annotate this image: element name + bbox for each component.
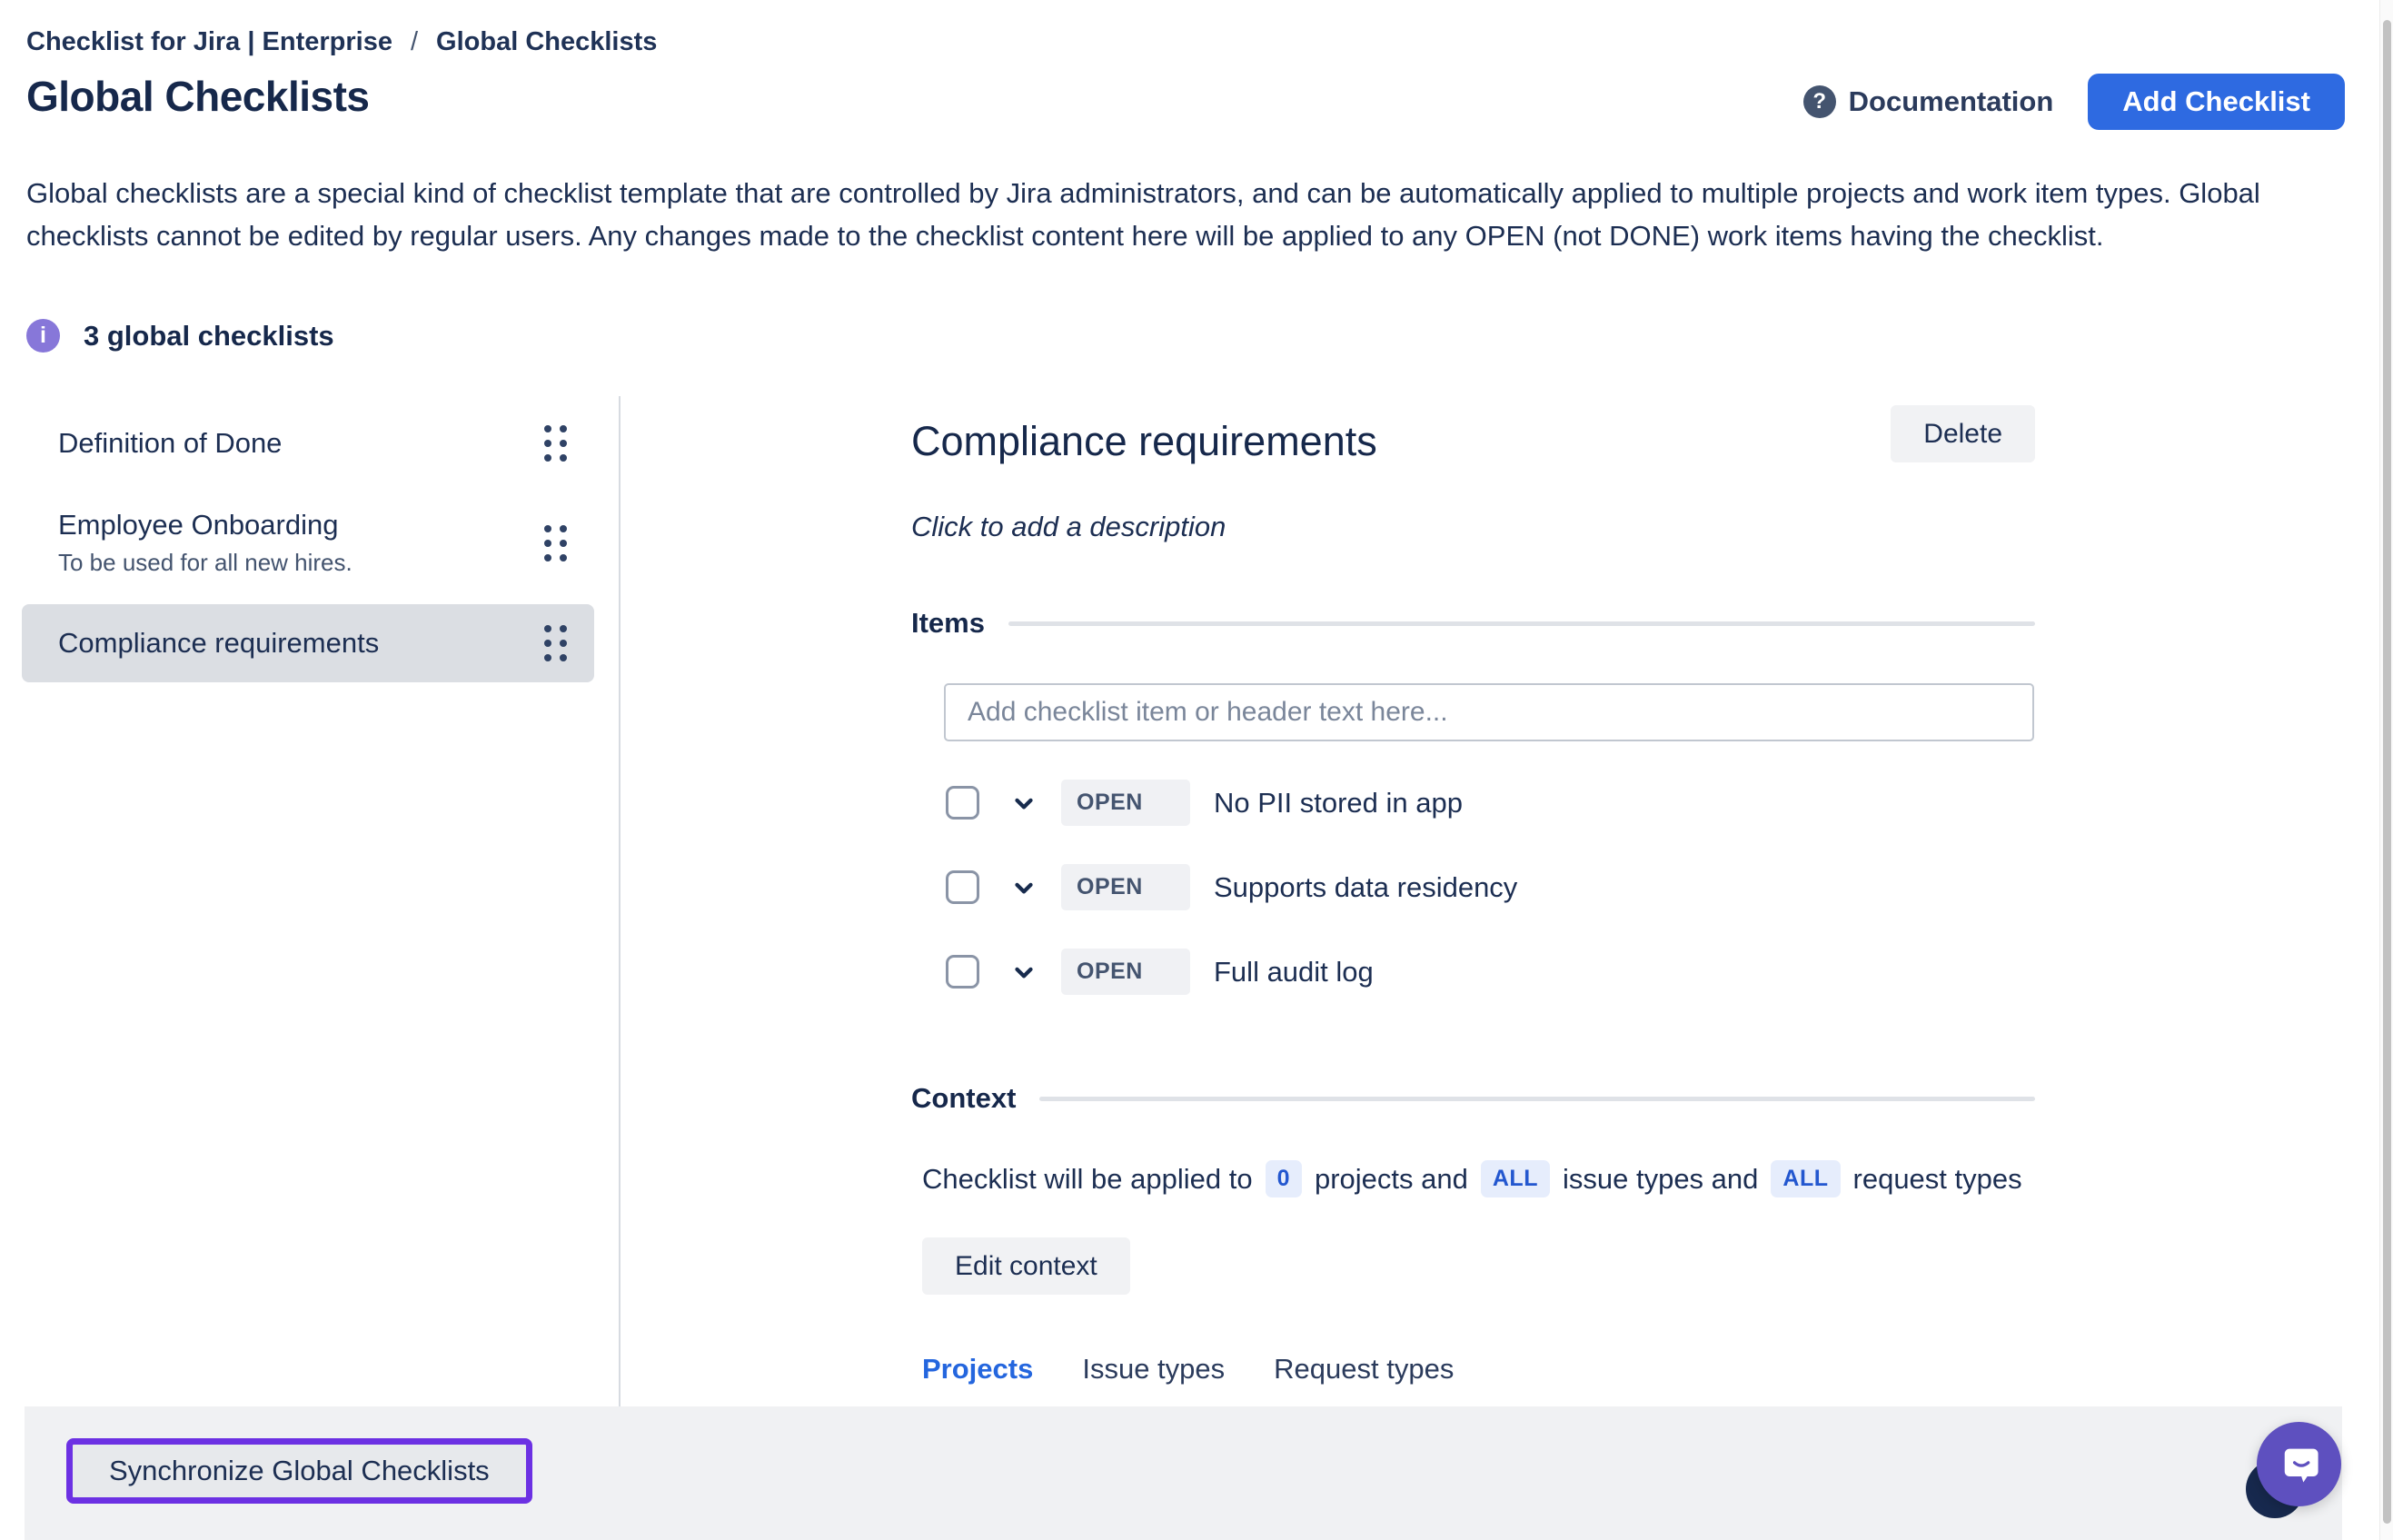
sidebar-item-definition-of-done[interactable] — [22, 405, 594, 482]
edit-context-button[interactable]: Edit context — [922, 1237, 1130, 1295]
status-badge[interactable]: OPEN — [1061, 780, 1190, 826]
checklist-sidebar — [0, 396, 621, 1540]
context-sentence-mid2: issue types and — [1562, 1162, 1759, 1195]
context-tabs — [922, 1353, 2035, 1386]
info-icon: i — [26, 319, 60, 353]
add-item-input[interactable] — [944, 683, 2034, 741]
sidebar-item-title: Definition of Done — [58, 427, 283, 459]
context-sentence-mid1: projects and — [1314, 1162, 1468, 1195]
chevron-down-icon[interactable] — [1010, 959, 1038, 986]
item-checkbox[interactable] — [946, 786, 979, 820]
page-scrollbar[interactable] — [2379, 0, 2393, 1540]
page-header — [0, 0, 2393, 130]
context-heading-divider — [1039, 1097, 2035, 1101]
status-badge[interactable]: OPEN — [1061, 864, 1190, 910]
context-section-heading — [911, 1082, 2035, 1115]
chevron-down-icon[interactable] — [1010, 874, 1038, 901]
scrollbar-thumb[interactable] — [2383, 20, 2391, 1524]
checklist-item-text[interactable]: Supports data residency — [1214, 870, 1518, 903]
tab-projects[interactable]: Projects — [922, 1353, 1034, 1385]
breadcrumb — [26, 27, 2345, 57]
chat-widget — [2257, 1422, 2341, 1506]
chat-launcher-button[interactable] — [2257, 1422, 2341, 1506]
sidebar-item-title: Compliance requirements — [58, 627, 380, 659]
checklist-title[interactable]: Compliance requirements — [911, 418, 1377, 464]
status-badge[interactable]: OPEN — [1061, 949, 1190, 995]
description-placeholder[interactable]: Click to add a description — [911, 511, 1226, 542]
context-heading-label: Context — [911, 1082, 1017, 1114]
footer-bar — [25, 1406, 2342, 1540]
checklist-item-row — [946, 949, 2035, 995]
checklist-item-text[interactable]: Full audit log — [1214, 955, 1374, 988]
items-heading-divider — [1008, 621, 2035, 626]
checklist-item-row — [946, 864, 2035, 910]
drag-handle-icon[interactable] — [544, 625, 567, 661]
checklist-item-row — [946, 780, 2035, 826]
breadcrumb-page-link[interactable]: Global Checklists — [436, 27, 658, 56]
projects-count-badge: 0 — [1266, 1160, 1302, 1197]
tab-request-types[interactable]: Request types — [1274, 1353, 1455, 1385]
title-row — [26, 72, 2345, 130]
items-heading-label: Items — [911, 607, 985, 639]
drag-handle-icon[interactable] — [544, 525, 567, 561]
context-sentence-prefix: Checklist will be applied to — [922, 1162, 1253, 1195]
items-section-heading — [911, 607, 2035, 640]
context-sentence — [922, 1160, 2035, 1197]
delete-button[interactable]: Delete — [1891, 405, 2035, 462]
content-area — [0, 396, 2393, 1540]
breadcrumb-app-link[interactable]: Checklist for Jira | Enterprise — [26, 27, 392, 56]
sidebar-item-compliance-requirements[interactable] — [22, 604, 594, 682]
checklist-count-text: 3 global checklists — [84, 319, 334, 352]
header-actions — [1803, 74, 2345, 130]
synchronize-global-checklists-button[interactable]: Synchronize Global Checklists — [66, 1438, 532, 1504]
item-checkbox[interactable] — [946, 870, 979, 904]
page-title: Global Checklists — [26, 73, 370, 120]
documentation-link[interactable] — [1803, 85, 2054, 118]
sidebar-item-employee-onboarding[interactable] — [22, 489, 594, 597]
chat-bubble-icon — [2276, 1441, 2323, 1488]
checklist-detail-panel — [621, 396, 2340, 1540]
chevron-down-icon[interactable] — [1010, 790, 1038, 817]
breadcrumb-separator: / — [410, 27, 419, 56]
detail-header — [911, 405, 2035, 465]
add-checklist-button[interactable]: Add Checklist — [2088, 74, 2345, 130]
item-checkbox[interactable] — [946, 955, 979, 989]
drag-handle-icon[interactable] — [544, 425, 567, 462]
sidebar-item-title: Employee Onboarding — [58, 509, 339, 541]
intro-text: Global checklists are a special kind of checklist template that are controlled by Jira administrators, and can be automatically applied to multiple projects and work item types. Global checklists cannot be edited by regular users. Any changes made to the checklist content here will be applied to any OPEN (not DONE) work items having the checklist. — [26, 177, 2260, 252]
checklist-count-row — [26, 319, 2393, 353]
checklist-item-text[interactable]: No PII stored in app — [1214, 786, 1463, 819]
issue-types-badge: ALL — [1481, 1160, 1550, 1197]
help-question-icon: ? — [1803, 85, 1836, 118]
tab-issue-types[interactable]: Issue types — [1082, 1353, 1226, 1385]
sidebar-item-subtitle: To be used for all new hires. — [58, 549, 352, 576]
documentation-label: Documentation — [1848, 85, 2054, 117]
request-types-badge: ALL — [1771, 1160, 1840, 1197]
context-sentence-suffix: request types — [1852, 1162, 2022, 1195]
